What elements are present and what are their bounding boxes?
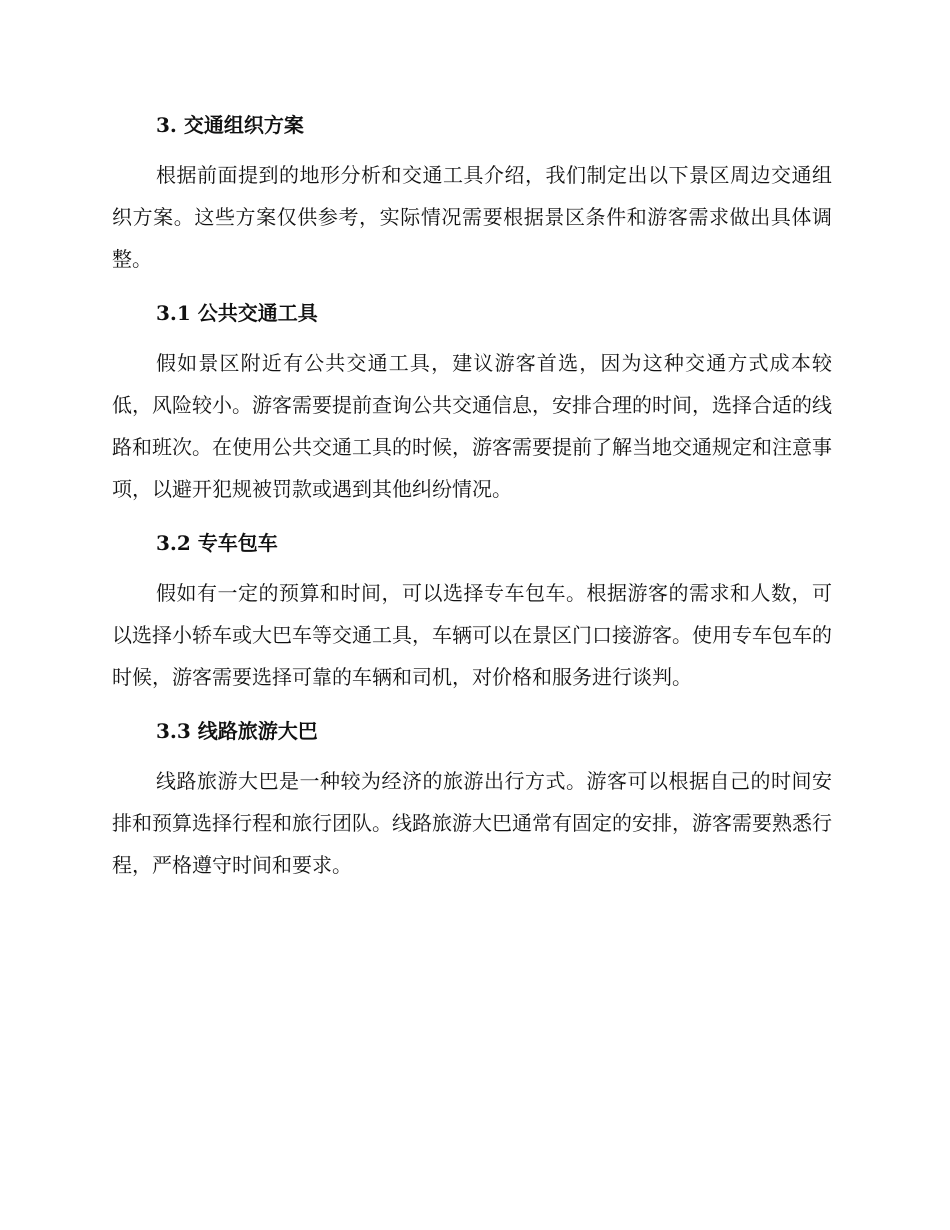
section-paragraph-3-2: 假如有一定的预算和时间，可以选择专车包车。根据游客的需求和人数，可以选择小轿车或大巴车等交通工具，车辆可以在景区门口接游客。使用专车包车的时候，游客需要选择可靠的车辆和司机，对价格和服务进行谈判。 (112, 581, 832, 689)
section-paragraph-3: 根据前面提到的地形分析和交通工具介绍，我们制定出以下景区周边交通组织方案。这些方案仅供参考，实际情况需要根据景区条件和游客需求做出具体调整。 (112, 163, 832, 271)
section-paragraph-3-1: 假如景区附近有公共交通工具，建议游客首选，因为这种交通方式成本较低，风险较小。游客需要提前查询公共交通信息，安排合理的时间，选择合适的线路和班次。在使用公共交通工具的时候，游客需要提前了解当地交通规定和注意事项，以避开犯规被罚款或遇到其他纠纷情况。 (112, 351, 832, 501)
section-paragraph-3-3: 线路旅游大巴是一种较为经济的旅游出行方式。游客可以根据自己的时间安排和预算选择行程和旅行团队。线路旅游大巴通常有固定的安排，游客需要熟悉行程，严格遵守时间和要求。 (112, 769, 832, 877)
section-heading-3-1: 3.1 公共交通工具 (156, 301, 318, 325)
section-heading-3-3: 3.3 线路旅游大巴 (156, 719, 318, 743)
section-heading-3: 3. 交通组织方案 (156, 113, 304, 137)
document-page (112, 108, 832, 896)
section-heading-3-2: 3.2 专车包车 (156, 531, 278, 555)
